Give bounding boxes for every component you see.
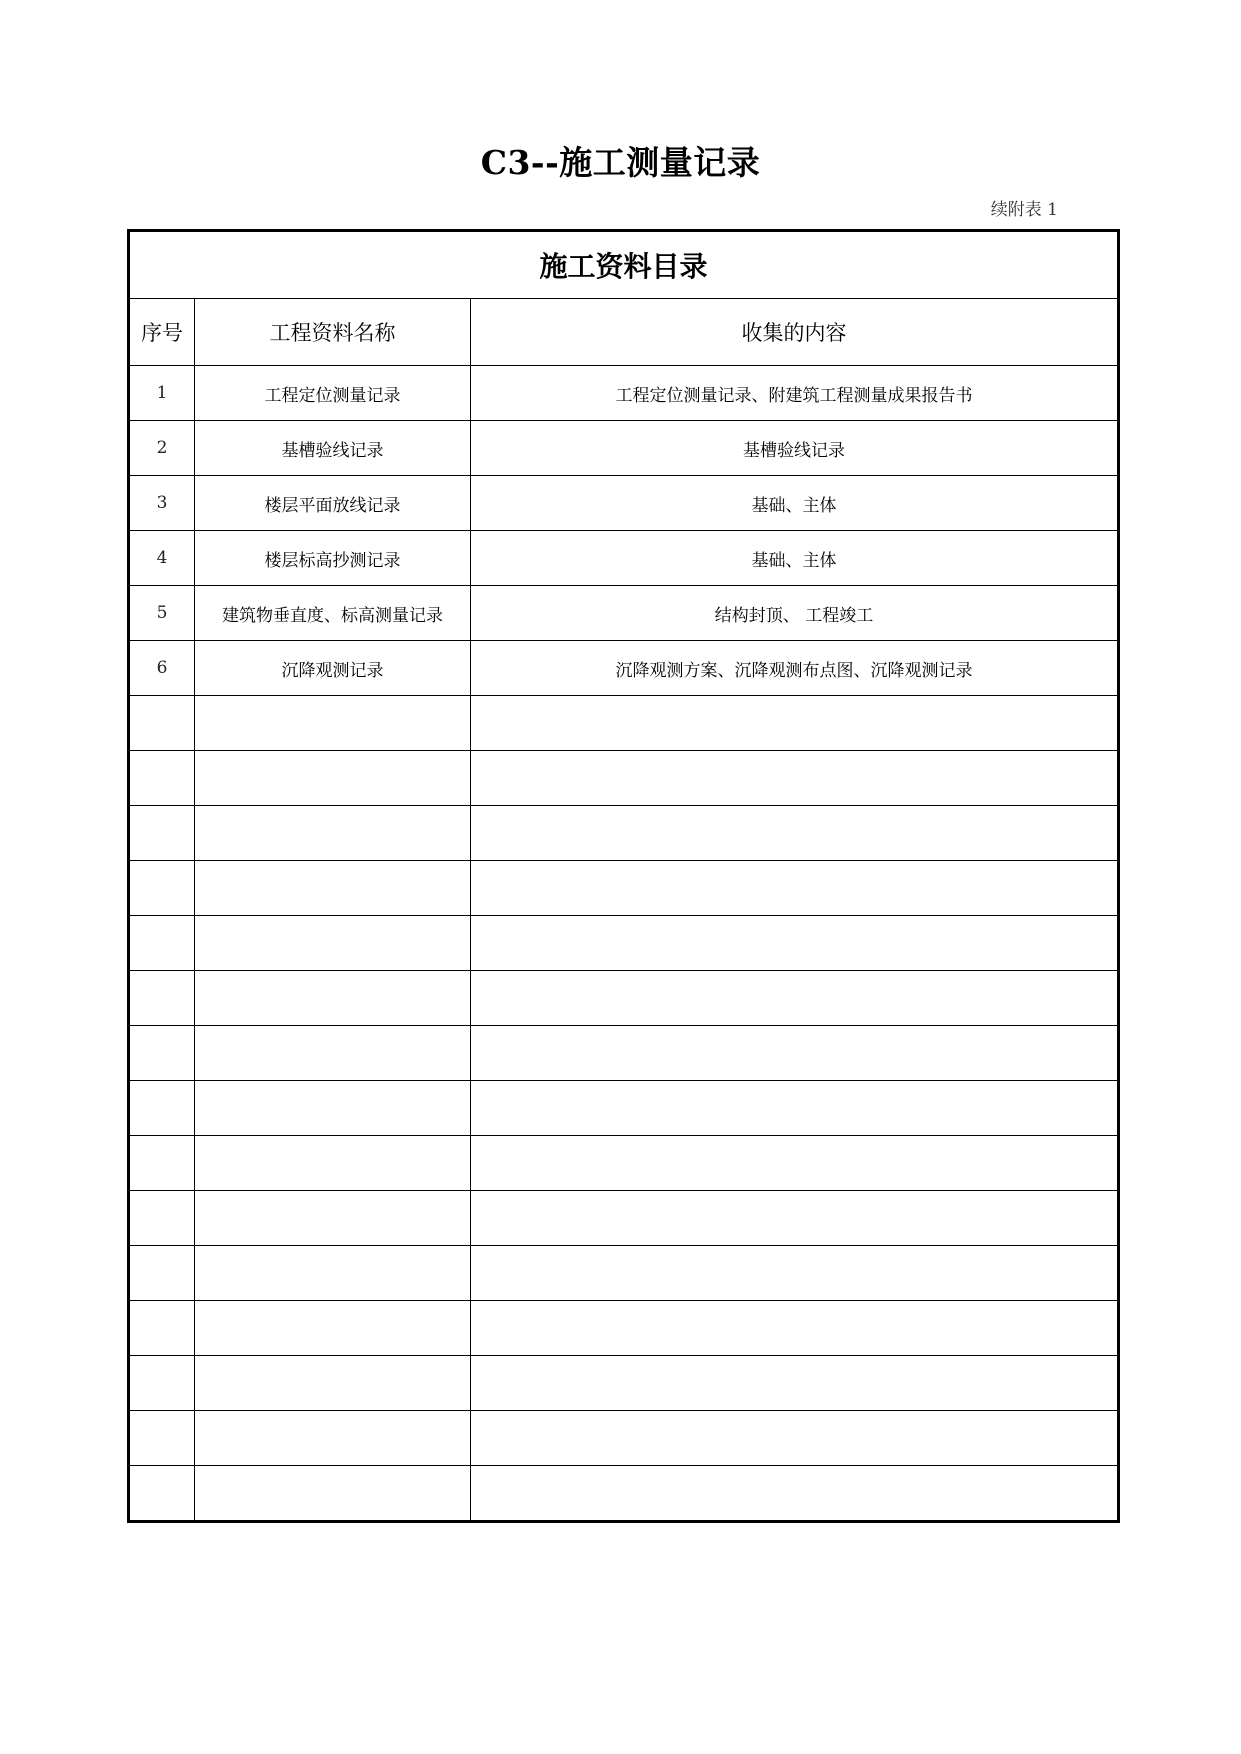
table-header-row: [129, 299, 1119, 366]
row-content-cell: [471, 1136, 1119, 1191]
table-row: [129, 1081, 1119, 1136]
row-name-cell: [195, 861, 471, 916]
row-name-cell: [195, 806, 471, 861]
row-index-cell: [129, 916, 195, 971]
row-index-cell: 6: [129, 641, 195, 696]
row-content-cell: [471, 1411, 1119, 1466]
row-name-cell: 楼层平面放线记录: [195, 476, 471, 531]
row-name-cell: [195, 751, 471, 806]
row-name-cell: [195, 1191, 471, 1246]
table-row: [129, 1301, 1119, 1356]
table-row: [129, 531, 1119, 586]
row-index-cell: 2: [129, 421, 195, 476]
header-content: 收集的内容: [471, 299, 1119, 366]
row-content-cell: [471, 751, 1119, 806]
row-name-cell: [195, 1356, 471, 1411]
row-index-cell: [129, 696, 195, 751]
row-content-cell: [471, 916, 1119, 971]
table-row: [129, 806, 1119, 861]
row-index-cell: [129, 1246, 195, 1301]
row-name-cell: [195, 1081, 471, 1136]
row-content-cell: 基槽验线记录: [471, 421, 1119, 476]
row-name-cell: [195, 1026, 471, 1081]
row-content-cell: [471, 696, 1119, 751]
row-content-cell: [471, 806, 1119, 861]
row-content-cell: [471, 1191, 1119, 1246]
table-row: [129, 1356, 1119, 1411]
row-content-cell: [471, 1026, 1119, 1081]
table-row: [129, 1411, 1119, 1466]
row-index-cell: [129, 861, 195, 916]
row-index-cell: 1: [129, 366, 195, 421]
row-name-cell: [195, 1136, 471, 1191]
row-name-cell: 工程定位测量记录: [195, 366, 471, 421]
row-name-cell: 楼层标高抄测记录: [195, 531, 471, 586]
header-name: 工程资料名称: [195, 299, 471, 366]
row-index-cell: [129, 1411, 195, 1466]
row-name-cell: 基槽验线记录: [195, 421, 471, 476]
row-name-cell: [195, 1466, 471, 1522]
table-row: [129, 696, 1119, 751]
row-name-cell: [195, 696, 471, 751]
row-content-cell: 工程定位测量记录、附建筑工程测量成果报告书: [471, 366, 1119, 421]
table-row: [129, 586, 1119, 641]
row-content-cell: [471, 861, 1119, 916]
row-content-cell: 基础、主体: [471, 531, 1119, 586]
table-row: [129, 1191, 1119, 1246]
row-name-cell: [195, 1246, 471, 1301]
table-row: [129, 1026, 1119, 1081]
table-row: [129, 1136, 1119, 1191]
row-content-cell: 基础、主体: [471, 476, 1119, 531]
row-index-cell: [129, 971, 195, 1026]
table-row: [129, 476, 1119, 531]
row-content-cell: [471, 1301, 1119, 1356]
table-row: [129, 751, 1119, 806]
row-name-cell: [195, 916, 471, 971]
row-index-cell: 5: [129, 586, 195, 641]
row-content-cell: 沉降观测方案、沉降观测布点图、沉降观测记录: [471, 641, 1119, 696]
appendix-label: 续附表 1: [990, 200, 1058, 220]
table-caption-row: [129, 231, 1119, 299]
header-index: 序号: [129, 299, 195, 366]
document-title: C3--施工测量记录: [480, 143, 761, 182]
table-row: [129, 366, 1119, 421]
row-name-cell: [195, 1301, 471, 1356]
table-row: [129, 971, 1119, 1026]
row-index-cell: 4: [129, 531, 195, 586]
row-index-cell: [129, 1356, 195, 1411]
table-row: [129, 861, 1119, 916]
row-name-cell: [195, 1411, 471, 1466]
row-content-cell: 结构封顶、 工程竣工: [471, 586, 1119, 641]
table-body: [129, 231, 1119, 1522]
row-content-cell: [471, 1081, 1119, 1136]
table-row: [129, 1466, 1119, 1522]
table-caption: 施工资料目录: [129, 231, 1119, 299]
table-row: [129, 421, 1119, 476]
row-content-cell: [471, 1246, 1119, 1301]
row-index-cell: 3: [129, 476, 195, 531]
row-content-cell: [471, 1356, 1119, 1411]
row-index-cell: [129, 1081, 195, 1136]
row-index-cell: [129, 1191, 195, 1246]
table-row: [129, 916, 1119, 971]
row-index-cell: [129, 1026, 195, 1081]
row-index-cell: [129, 1136, 195, 1191]
row-name-cell: 沉降观测记录: [195, 641, 471, 696]
row-name-cell: 建筑物垂直度、标高测量记录: [195, 586, 471, 641]
table-row: [129, 641, 1119, 696]
row-index-cell: [129, 751, 195, 806]
records-catalog-table: [127, 229, 1120, 1523]
row-content-cell: [471, 1466, 1119, 1522]
table-row: [129, 1246, 1119, 1301]
row-index-cell: [129, 1466, 195, 1522]
row-name-cell: [195, 971, 471, 1026]
row-index-cell: [129, 1301, 195, 1356]
row-content-cell: [471, 971, 1119, 1026]
row-index-cell: [129, 806, 195, 861]
